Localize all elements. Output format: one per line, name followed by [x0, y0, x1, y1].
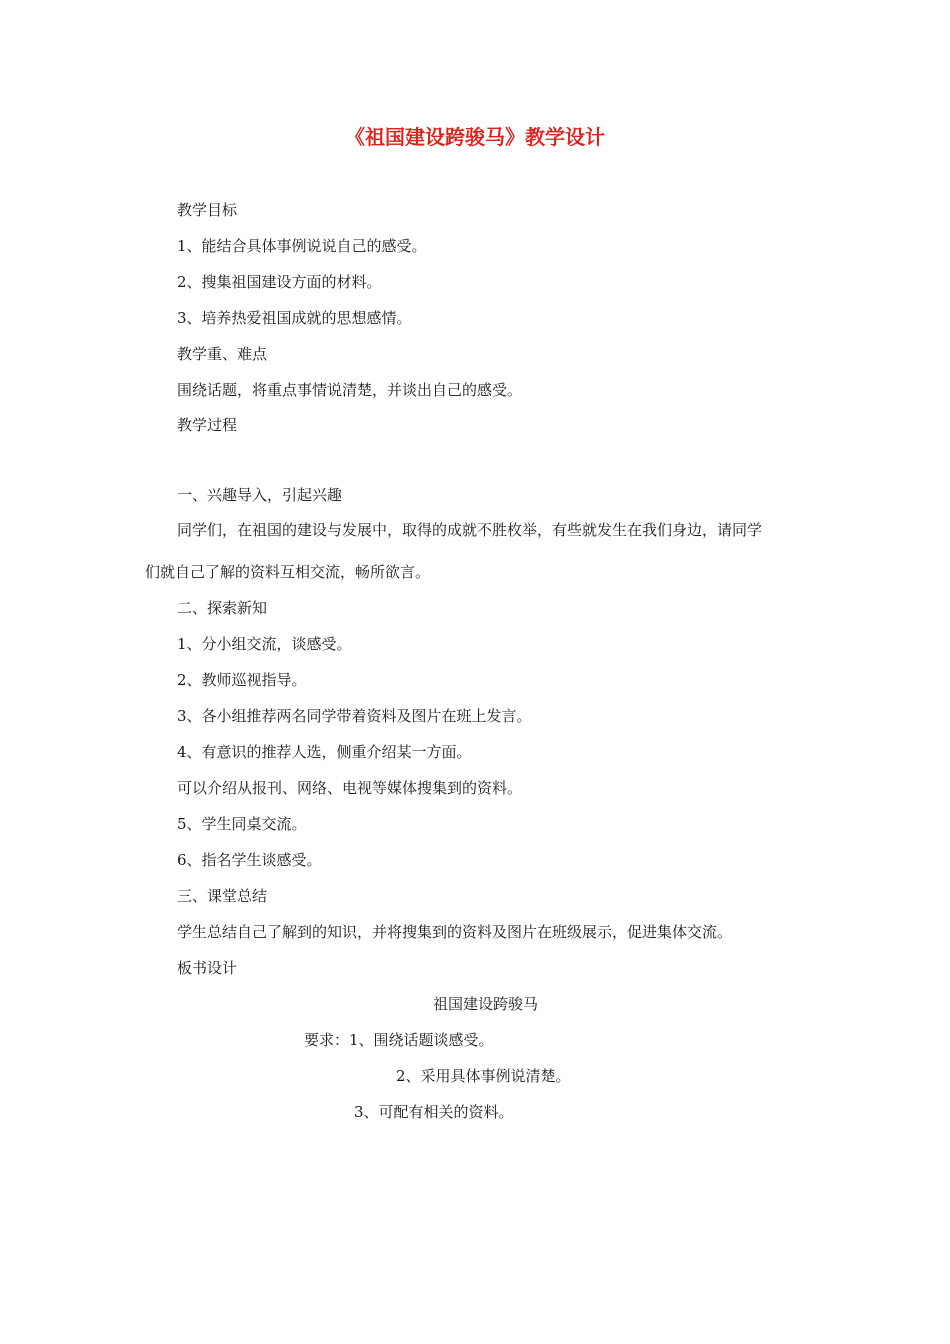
goal-item-3: 3、培养热爱祖国成就的思想感情。: [177, 309, 412, 327]
heading-teaching-goals: 教学目标: [177, 201, 238, 219]
document-title: 《祖国建设跨骏马》教学设计: [345, 125, 605, 149]
section-2-item-1: 1、分小组交流，谈感受。: [177, 635, 352, 653]
heading-key-points: 教学重、难点: [177, 345, 268, 363]
section-2-item-6: 6、指名学生谈感受。: [177, 851, 322, 869]
section-3-heading: 三、课堂总结: [177, 887, 268, 905]
goal-item-2: 2、搜集祖国建设方面的材料。: [177, 273, 382, 291]
key-points-text: 围绕话题，将重点事情说清楚，并谈出自己的感受。: [177, 381, 523, 399]
section-1-paragraph-line-2: 们就自己了解的资料互相交流，畅所欲言。: [145, 563, 431, 581]
section-2-item-2: 2、教师巡视指导。: [177, 671, 307, 689]
heading-board-design: 板书设计: [177, 959, 238, 977]
section-1-heading: 一、兴趣导入，引起兴趣: [177, 486, 343, 504]
heading-teaching-process: 教学过程: [177, 416, 238, 434]
section-2-item-4: 4、有意识的推荐人选，侧重介绍某一方面。: [177, 743, 472, 761]
board-requirement-2: 2、采用具体事例说清楚。: [396, 1067, 571, 1085]
goal-item-1: 1、能结合具体事例说说自己的感受。: [177, 237, 427, 255]
board-title: 祖国建设跨骏马: [433, 995, 539, 1013]
section-2-note: 可以介绍从报刊、网络、电视等媒体搜集到的资料。: [177, 779, 523, 797]
section-2-heading: 二、探索新知: [177, 599, 268, 617]
section-2-item-5: 5、学生同桌交流。: [177, 815, 307, 833]
section-2-item-3: 3、各小组推荐两名同学带着资料及图片在班上发言。: [177, 707, 532, 725]
board-requirement-1: 要求：1、围绕话题谈感受。: [304, 1031, 494, 1049]
section-1-paragraph-line-1: 同学们，在祖国的建设与发展中，取得的成就不胜枚举，有些就发生在我们身边，请同学: [177, 521, 763, 539]
section-3-text: 学生总结自己了解到的知识，并将搜集到的资料及图片在班级展示，促进集体交流。: [177, 923, 733, 941]
board-requirement-3: 3、可配有相关的资料。: [354, 1103, 514, 1121]
